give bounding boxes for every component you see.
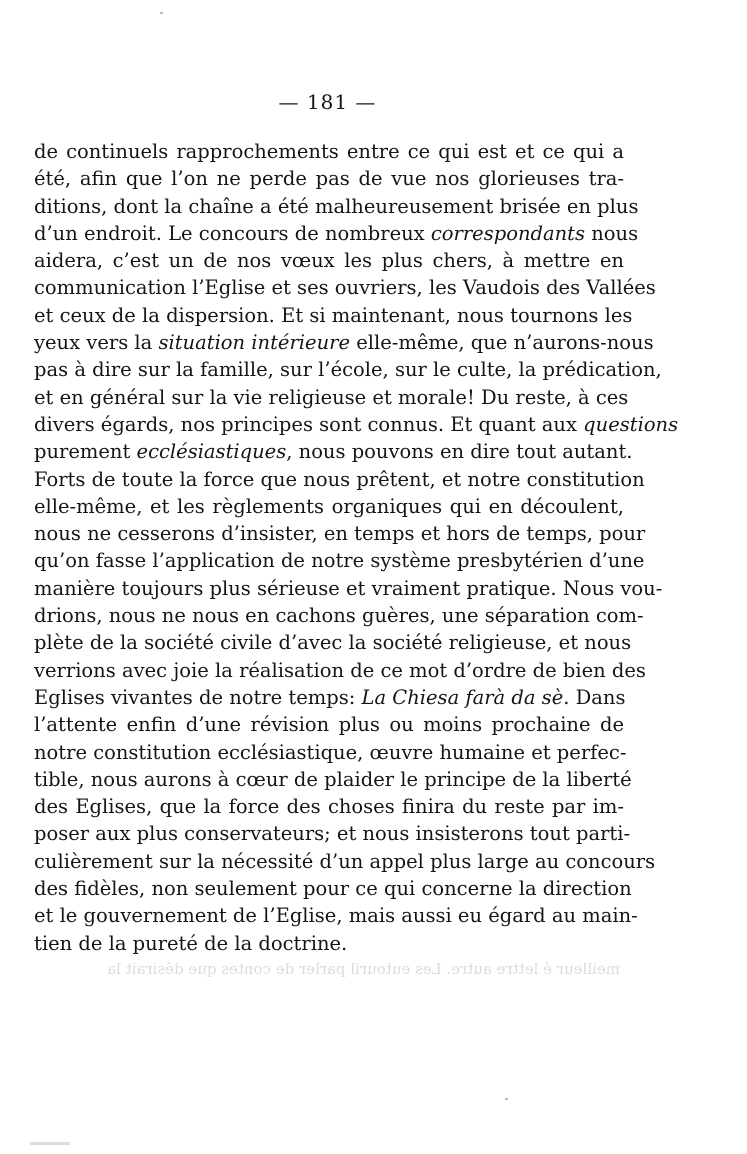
text-line [34, 520, 646, 547]
text-line [34, 875, 632, 902]
text-run: et en général sur la vie religieuse et morale! Du reste, à ces [34, 385, 629, 409]
text-line [34, 411, 679, 438]
italic-text-run: La Chiesa farà da sè [361, 685, 564, 709]
text-run: culièrement sur la nécessité d’un appel plus large au concours [34, 849, 656, 873]
text-run: aidera, c’est un de nos vœux les plus chers, à mettre en [34, 249, 624, 273]
text-run: des Eglises, que la force des choses finira du reste par im- [34, 795, 624, 819]
text-line [34, 902, 638, 929]
text-run: ditions, dont la chaîne a été malheureusement brisée en plus [34, 194, 639, 218]
italic-text-run: situation intérieure [158, 331, 350, 355]
text-run: manière toujours plus sérieuse et vraiment pratique. Nous vou- [34, 576, 663, 600]
text-run: divers égards, nos principes sont connus. Et quant aux [34, 412, 584, 436]
text-run: poser aux plus conservateurs; et nous insisterons tout parti- [34, 822, 631, 846]
text-run: et le gouvernement de l’Eglise, mais aussi eu égard au main- [34, 904, 638, 928]
text-run: des fidèles, non seulement pour ce qui concerne la direction [34, 877, 632, 901]
paper-speck [505, 1098, 508, 1100]
italic-text-run: questions [583, 412, 679, 436]
text-run: nous ne cesserons d’insister, en temps et hors de temps, pour [34, 522, 646, 546]
text-line [34, 711, 624, 738]
text-line [34, 302, 633, 329]
text-run: elle-même, et les règlements organiques qui en découlent, [34, 494, 624, 518]
text-line [34, 193, 639, 220]
text-line [34, 329, 654, 356]
text-line [34, 684, 624, 711]
text-run: , nous pouvons en dire tout autant. [286, 440, 633, 464]
body-paragraph [34, 138, 679, 957]
text-run: purement [34, 440, 137, 464]
text-run: de continuels rapprochements entre ce qui est et ce qui a [34, 140, 624, 163]
paper-speck [160, 12, 163, 14]
text-line [34, 247, 624, 274]
text-run: . Dans [563, 685, 626, 709]
text-line [34, 466, 645, 493]
text-line [34, 602, 644, 629]
text-line [34, 575, 663, 602]
text-line [34, 657, 646, 684]
show-through-text: meilleur é lettre autre. Les eutouril parler de contes que désirait la [107, 960, 620, 978]
text-run: notre constitution ecclésiastique, œuvre humaine et perfec- [34, 740, 627, 764]
text-line [34, 820, 631, 847]
text-run: et ceux de la dispersion. Et si maintenant, nous tournons les [34, 303, 633, 327]
text-line [34, 848, 656, 875]
paper-speck [30, 1142, 70, 1145]
text-line [34, 138, 624, 165]
page-number: — 181 — [278, 90, 377, 114]
text-line [34, 438, 633, 465]
text-run: plète de la société civile d’avec la société religieuse, et nous [34, 631, 632, 655]
text-run: tien de la pureté de la doctrine. [34, 931, 348, 955]
text-run: tible, nous aurons à cœur de plaider le principe de la liberté [34, 767, 632, 791]
text-run: elle-même, que n’aurons-nous [350, 331, 654, 355]
text-run: Eglises vivantes de notre temps: [34, 685, 362, 709]
text-line [34, 165, 624, 192]
text-run: l’attente enfin d’une révision plus ou moins prochaine de [34, 713, 624, 737]
text-line [34, 766, 632, 793]
italic-text-run: correspondants [430, 221, 586, 245]
text-line [34, 547, 645, 574]
text-run: nous [585, 221, 639, 245]
text-line [34, 356, 662, 383]
text-run: été, afin que l’on ne perde pas de vue nos glorieuses tra- [34, 167, 624, 191]
text-line [34, 274, 656, 301]
text-line [34, 793, 624, 820]
text-run: drions, nous ne nous en cachons guères, une séparation com- [34, 604, 644, 628]
text-line [34, 930, 624, 957]
text-line [34, 629, 632, 656]
text-run: yeux vers la [34, 331, 159, 355]
text-run: pas à dire sur la famille, sur l’école, sur le culte, la prédication, [34, 358, 662, 382]
text-run: communication l’Eglise et ses ouvriers, les Vaudois des Vallées [34, 276, 656, 300]
text-line [34, 384, 629, 411]
text-run: qu’on fasse l’application de notre système presbytérien d’une [34, 549, 645, 573]
text-run: d’un endroit. Le concours de nombreux [34, 221, 431, 245]
text-line [34, 220, 639, 247]
text-line [34, 739, 627, 766]
text-run: verrions avec joie la réalisation de ce mot d’ordre de bien des [34, 658, 646, 682]
text-line [34, 493, 624, 520]
italic-text-run: ecclésiastiques [136, 440, 287, 464]
text-run: Forts de toute la force que nous prêtent, et notre constitution [34, 467, 645, 491]
